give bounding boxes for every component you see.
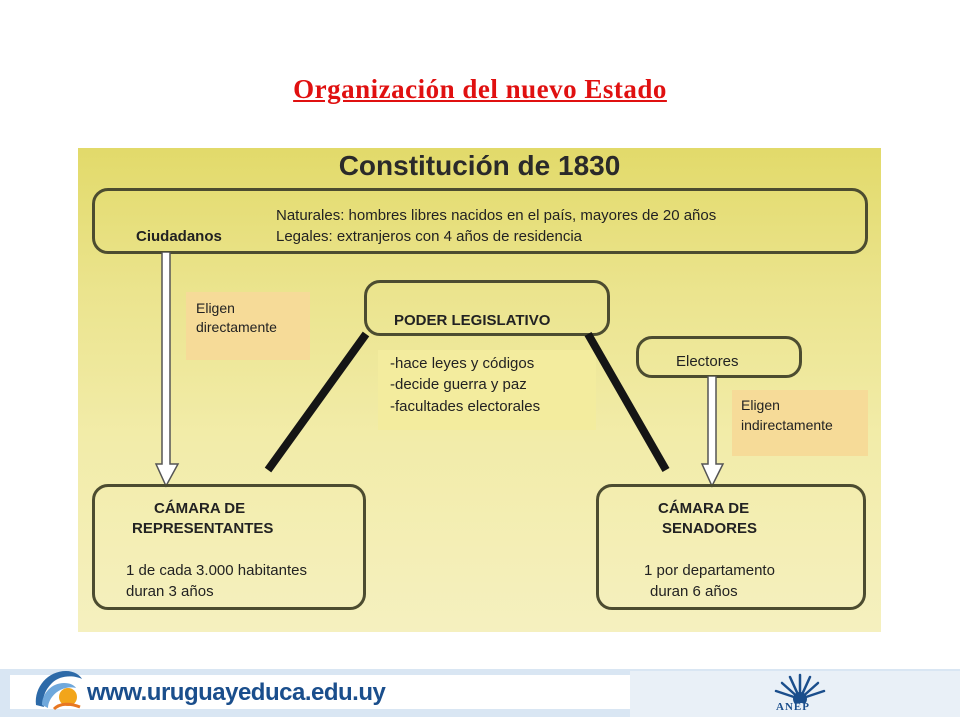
uruguayeduca-logo-icon (30, 665, 86, 713)
diagram-title: Constitución de 1830 (338, 150, 621, 181)
line-poder-to-representantes (268, 334, 366, 470)
poder-item-3: -facultades electorales (390, 398, 541, 415)
camara-sen-title-2: SENADORES (662, 520, 758, 537)
ciudadanos-label: Ciudadanos (136, 228, 222, 245)
legales-text: Legales: extranjeros con 4 años de residencia (276, 228, 583, 245)
note-eligen-indirectamente (732, 390, 868, 456)
footer (0, 657, 960, 720)
poder-item-2: -decide guerra y paz (390, 376, 527, 393)
note-indirecto-line1: Eligen (741, 397, 780, 413)
electores-label: Electores (676, 353, 739, 370)
uruguayeduca-link[interactable]: www.uruguayeduca.edu.uy (87, 679, 386, 706)
camara-rep-title-1: CÁMARA DE (154, 500, 246, 517)
anep-logo-text: ANEP (776, 701, 810, 713)
camara-rep-title-2: REPRESENTANTES (132, 520, 274, 537)
note-directo-line1: Eligen (196, 300, 235, 316)
poder-legislativo-label: PODER LEGISLATIVO (394, 312, 551, 329)
slide-title: Organización del nuevo Estado (293, 74, 667, 104)
camara-sen-title-1: CÁMARA DE (658, 500, 750, 517)
arrow-electores-to-senadores (700, 376, 726, 488)
note-indirecto-line2: indirectamente (741, 417, 833, 433)
naturales-text: Naturales: hombres libres nacidos en el país, mayores de 20 años (276, 207, 717, 224)
anep-sun-logo-icon (772, 671, 828, 703)
camara-rep-line-1: 1 de cada 3.000 habitantes (126, 562, 307, 579)
poder-item-1: -hace leyes y códigos (390, 355, 535, 372)
note-directo-line2: directamente (196, 319, 277, 335)
camara-rep-line-2: duran 3 años (126, 583, 214, 600)
camara-sen-line-1: 1 por departamento (644, 562, 775, 579)
camara-sen-line-2: duran 6 años (650, 583, 738, 600)
constitution-diagram (78, 148, 881, 632)
